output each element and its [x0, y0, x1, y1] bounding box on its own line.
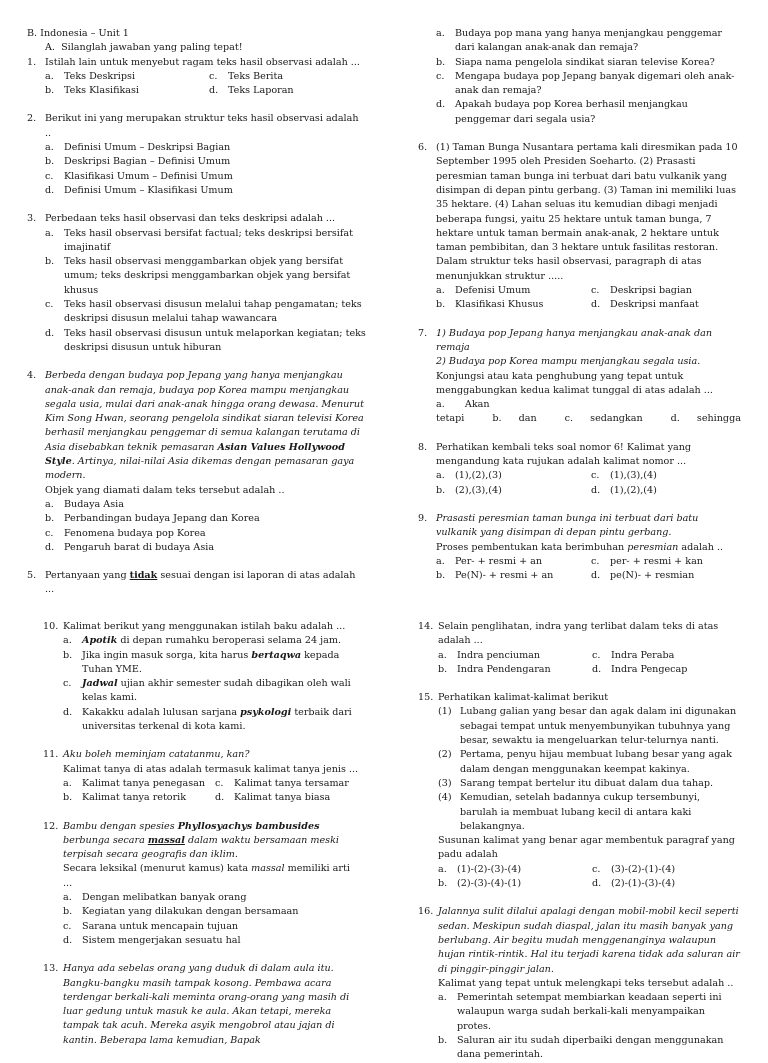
option[interactable]: d. Deskripsi manfaat: [591, 299, 699, 311]
options: [438, 863, 740, 892]
option[interactable]: c. Deskripsi bagian: [591, 285, 692, 297]
question-8: 8. Perhatikan kembali teks soal nomor 6! Kalimat yang mengandung kata rujukan adalah kalimat nomor ... a. (1),(2),(3) c. (1),(3),(4) b. (2),(3),(4) d. (1),(2),(4): [418, 441, 740, 498]
option[interactable]: b. Pe(N)- + resmi + an: [436, 570, 554, 582]
option[interactable]: c. Mengapa budaya pop Jepang banyak digemari oleh anak-anak dan remaja?: [436, 70, 735, 97]
question-6: 6. (1) Taman Bunga Nusantara pertama kali diresmikan pada 10 September 1995 oleh Presiden Soeharto. (2) Prasasti peresmian taman bunga ini terbuat dari batu vulkanik yang disimpan di depan pintu gerbang. (3) Taman ini memiliki luas 35 hektare. (4) Lahan seluas itu kemudian dibagi menjadi beberapa fungsi, yaitu 25 hektare untuk taman bunga, 7 hektare untuk taman bermain anak-anak, 2 hektare untuk taman pembibitan, dan 3 hektare untuk fasilitas restoran. Dalam struktur teks hasil observasi, paragraph di atas menunjukkan struktur ..... a. Defenisi Umum c. Deskripsi bagian b. Klasifikasi Khusus d. Deskripsi manfaat: [418, 141, 740, 313]
question-12: 12. Bambu dengan spesies Phyllosyachys bambusides berbunga secara massal dalam waktu bersamaan meski terpisah secara geografis dan iklim. Secara leksikal (menurut kamus) kata massal memiliki arti ... a. Dengan melibatkan banyak orang b. Kegiatan yang dilakukan dengan bersamaan c. Sarana untuk mencapain tujuan d. Sistem mengerjakan sesuatu hal: [43, 820, 361, 949]
option[interactable]: d. (1),(2),(4): [591, 484, 657, 496]
right-top-column: [418, 27, 740, 583]
question-9: 9. Prasasti peresmian taman bunga ini terbuat dari batu vulkanik yang disimpan di depan pintu gerbang. Proses pembentukan kata berimbuhan peresmian adalah .. a. Per- + resmi + an c. per- + resmi + kan b. Pe(N)- + resmi + an d. pe(N)- + resmian: [418, 512, 740, 583]
options: [63, 777, 361, 806]
option[interactable]: a. Akan tetapi: [436, 399, 490, 425]
right-bottom-column: [418, 620, 740, 1063]
option[interactable]: b. Kalimat tanya retorik: [63, 792, 187, 804]
option[interactable]: c. Indra Peraba: [592, 649, 675, 661]
option[interactable]: c. (3)-(2)-(1)-(4): [592, 863, 676, 875]
question-5-options: [418, 27, 740, 127]
option[interactable]: c. Fenomena budaya pop Korea: [45, 527, 206, 539]
question-1: 1. Istilah lain untuk menyebut ragam teks hasil observasi adalah ... a. Teks Deskripsi c. Teks Berita b. Teks Klasifikasi d. Teks Laporan: [27, 56, 367, 99]
option[interactable]: c. Kalimat tanya tersamar: [215, 777, 349, 789]
option[interactable]: c. sedangkan: [564, 413, 643, 425]
option[interactable]: c. Teks Berita: [209, 70, 284, 82]
question-13: 13. Hanya ada sebelas orang yang duduk di dalam aula itu. Bangku-bangku masih tampak kosong. Pembawa acara terdengar berkali-kali meminta orang-orang yang masih di luar gedung untuk masuk ke aula. Akan tetapi, mereka tampak tak acuh. Mereka asyik mengobrol atau jajan di kantin. Beberapa lama kemudian, Bapak: [43, 963, 350, 1046]
options: [438, 649, 740, 678]
question-5: 5. Pertanyaan yang tidak sesuai dengan isi laporan di atas adalah ...: [27, 570, 356, 596]
option[interactable]: d. Sistem mengerjakan sesuatu hal: [63, 934, 241, 946]
option[interactable]: a. Indra penciuman: [438, 649, 541, 661]
option[interactable]: d. Apakah budaya pop Korea berhasil menjangkau penggemar dari segala usia?: [436, 99, 688, 125]
question-16: 16. Jalannya sulit dilalui apalagi dengan mobil-mobil kecil seperti sedan. Meskipun sudah diaspal, jalan itu masih banyak yang berlubang. Air begitu mudah menggenanginya walaupun hujan rintik-rintik. Hal itu terjadi karena tidak ada saluran air di pinggir-pinggir jalan. Kalimat yang tepat untuk melengkapi teks tersebut adalah .. a. Pemerintah setempat membiarkan keadaan seperti ini walaupun warga sudah berkali-kali menyampaikan protes. b. Saluran air itu sudah diperbaiki dengan menggunakan dana pemerintah.: [418, 905, 740, 1062]
option[interactable]: a. Per- + resmi + an: [436, 555, 543, 567]
question-10: 10. Kalimat berikut yang menggunakan istilah baku adalah ... a. Apotik di depan rumahku beroperasi selama 24 jam. b. Jika ingin masuk sorga, kita harus bertaqwa kepada Tuhan YME. c. Jadwal ujian akhir semester sudah dibagikan oleh wali kelas kami. d. Kakakku adalah lulusan sarjana psykologi terbaik dari universitas terkenal di kota kami.: [43, 620, 361, 734]
option[interactable]: c. Jadwal ujian akhir semester sudah dibagikan oleh wali kelas kami.: [63, 678, 351, 704]
options: [436, 555, 740, 584]
option[interactable]: a. Teks hasil observasi bersifat factual; teks deskripsi bersifat imajinatif: [45, 227, 353, 253]
option[interactable]: a. Budaya pop mana yang hanya menjangkau penggemar dari kalangan anak-anak dan remaja?: [436, 28, 723, 54]
option[interactable]: a. Definisi Umum – Deskripsi Bagian: [45, 142, 231, 154]
option[interactable]: a. (1),(2),(3): [436, 470, 502, 482]
option[interactable]: a. Teks Deskripsi: [45, 70, 136, 82]
options: [436, 284, 740, 313]
instruction: A. Silanglah jawaban yang paling tepat!: [45, 42, 243, 54]
left-bottom-column: [43, 620, 361, 1048]
list-item: (4) Kemudian, setelah badannya cukup tersembunyi, barulah ia membuat lubang kecil di antara kaki belakangnya.: [438, 792, 701, 832]
option[interactable]: d. Kalimat tanya biasa: [215, 792, 331, 804]
option[interactable]: d. Definisi Umum – Klasifikasi Umum: [45, 184, 233, 196]
question-7: 7. 1) Budaya pop Jepang hanya menjangkau anak-anak dan remaja 2) Budaya pop Korea mampu menjangkau segala usia. Konjungsi atau kata penghubung yang tepat untuk menggabungkan kedua kalimat tunggal di atas adalah ... a. Akan tetapi b. dan c. sedangkan d. sehingga: [418, 327, 740, 427]
option[interactable]: c. per- + resmi + kan: [591, 555, 703, 567]
option[interactable]: d. Teks Laporan: [209, 85, 294, 97]
option[interactable]: a. Budaya Asia: [45, 498, 124, 510]
option[interactable]: b. Deskripsi Bagian – Definisi Umum: [45, 156, 231, 168]
option[interactable]: a. (1)-(2)-(3)-(4): [438, 863, 522, 875]
question-14: 14. Selain penglihatan, indra yang terlibat dalam teks di atas adalah ... a. Indra penciuman c. Indra Peraba b. Indra Pendengaran d. Indra Pengecap: [418, 620, 740, 677]
question-11: 11. Aku boleh meminjam catatanmu, kan? Kalimat tanya di atas adalah termasuk kalimat tanya jenis ... a. Kalimat tanya penegasan c. Kalimat tanya tersamar b. Kalimat tanya retorik d. Kalimat tanya biasa: [43, 748, 361, 805]
option[interactable]: b. Indra Pendengaran: [438, 663, 551, 675]
option[interactable]: d. Pengaruh barat di budaya Asia: [45, 541, 215, 553]
option[interactable]: a. Defenisi Umum: [436, 285, 531, 297]
option[interactable]: b. (2)-(3)-(4)-(1): [438, 878, 522, 890]
option[interactable]: b. (2),(3),(4): [436, 484, 502, 496]
option[interactable]: d. (2)-(1)-(3)-(4): [592, 878, 676, 890]
option[interactable]: c. (1),(3),(4): [591, 470, 657, 482]
option[interactable]: d. pe(N)- + resmian: [591, 570, 695, 582]
list-item: (2) Pertama, penyu hijau membuat lubang besar yang agak dalam dengan menggunakan keempat kakinya.: [438, 749, 732, 775]
list-item: (1) Lubang galian yang besar dan agak dalam ini digunakan sebagai tempat untuk menyembunyikan tubuhnya yang besar, sewaktu ia mengeluarkan telur-telurnya nanti.: [438, 706, 737, 747]
option[interactable]: b. Teks hasil observasi menggambarkan objek yang bersifat umum; teks deskripsi menggambarkan objek yang bersifat khusus: [45, 256, 351, 296]
options: [436, 398, 740, 427]
option[interactable]: c. Klasifikasi Umum – Definisi Umum: [45, 170, 233, 182]
option[interactable]: a. Apotik di depan rumahku beroperasi selama 24 jam.: [63, 635, 342, 647]
option[interactable]: a. Kalimat tanya penegasan: [63, 777, 206, 789]
options: [45, 70, 367, 99]
page-title: B. Indonesia – Unit 1: [27, 28, 129, 39]
option[interactable]: b. dan: [492, 413, 537, 425]
question-2: 2. Berikut ini yang merupakan struktur teks hasil observasi adalah .. a. Definisi Umum – Deskripsi Bagian b. Deskripsi Bagian – Definisi Umum c. Klasifikasi Umum – Definisi Umum d. Definisi Umum – Klasifikasi Umum: [27, 112, 367, 198]
option[interactable]: c. Sarana untuk mencapain tujuan: [63, 920, 239, 932]
left-top-column: [27, 27, 367, 598]
option[interactable]: d. Teks hasil observasi disusun untuk melaporkan kegiatan; teks deskripsi disusun untuk hiburan: [45, 327, 366, 353]
question-3: 3. Perbedaan teks hasil observasi dan teks deskripsi adalah ... a. Teks hasil observasi bersifat factual; teks deskripsi bersifat imajinatif b. Teks hasil observasi menggambarkan objek yang bersifat umum; teks deskripsi menggambarkan objek yang bersifat khusus c. Teks hasil observasi disusun melalui tahap pengamatan; teks deskripsi disusun melalui tahap wawancara d. Teks hasil observasi disusun untuk melaporkan kegiatan; teks deskripsi disusun untuk hiburan: [27, 212, 367, 355]
options: [436, 469, 740, 498]
option[interactable]: b. Saluran air itu sudah diperbaiki dengan menggunakan dana pemerintah.: [438, 1035, 724, 1061]
question-15: 15. Perhatikan kalimat-kalimat berikut (1) Lubang galian yang besar dan agak dalam ini digunakan sebagai tempat untuk menyembunyikan tubuhnya yang besar, sewaktu ia mengeluarkan telur-telurnya nanti. (2) Pertama, penyu hijau membuat lubang besar yang agak dalam dengan menggunakan keempat kakinya. (3) Sarang tempat bertelur itu dibuat dalam dua tahap. (4) Kemudian, setelah badannya cukup tersembunyi, barulah ia membuat lubang kecil di antara kaki belakangnya. Susunan kalimat yang benar agar membentuk paragraf yang padu adalah a. (1)-(2)-(3)-(4) c. (3)-(2)-(1)-(4) b. (2)-(3)-(4)-(1) d. (2)-(1)-(3)-(4): [418, 691, 740, 891]
option[interactable]: c. Teks hasil observasi disusun melalui tahap pengamatan; teks deskripsi disusun melalui tahap wawancara: [45, 299, 362, 325]
option[interactable]: d. sehingga: [670, 413, 741, 425]
option[interactable]: b. Perbandingan budaya Jepang dan Korea: [45, 513, 260, 525]
question-4: 4. Berbeda dengan budaya pop Jepang yang hanya menjangkau anak-anak dan remaja, budaya pop Korea mampu menjangkau segala usia, mulai dari anak-anak hingga orang dewasa. Menurut Kim Song Hwan, seorang pengelola sindikat siaran televisi Korea berhasil menjangkau penggemar di semua kalangan terutama di Asia disebabkan teknik pemasaran Asian Values Hollywood Style. Artinya, nilai-nilai Asia dikemas dengan pemasaran gaya modern. Objek yang diamati dalam teks tersebut adalah .. a. Budaya Asia b. Perbandingan budaya Jepang dan Korea c. Fenomena budaya pop Korea d. Pengaruh barat di budaya Asia: [27, 369, 367, 555]
list-item: (3) Sarang tempat bertelur itu dibuat dalam dua tahap.: [438, 777, 714, 789]
option[interactable]: b. Teks Klasifikasi: [45, 85, 139, 97]
passage: Berbeda dengan budaya pop Jepang yang hanya menjangkau anak-anak dan remaja, budaya pop Korea mampu menjangkau segala usia, mulai dari anak-anak hingga orang dewasa. Menurut Kim Song Hwan, seorang pengelola sindikat siaran televisi Korea berhasil menjangkau penggemar di semua kalangan terutama di Asia disebabkan teknik pemasaran Asian Values Hollywood Style. Artinya, nilai-nilai Asia dikemas dengan pemasaran gaya modern.: [45, 370, 364, 482]
option[interactable]: d. Indra Pengecap: [592, 663, 688, 675]
option[interactable]: b. Klasifikasi Khusus: [436, 299, 544, 311]
option[interactable]: b. Siapa nama pengelola sindikat siaran televise Korea?: [436, 56, 715, 68]
option[interactable]: d. Kakakku adalah lulusan sarjana psykologi terbaik dari universitas terkenal di kota kami.: [63, 706, 352, 733]
option[interactable]: b. Jika ingin masuk sorga, kita harus bertaqwa kepada Tuhan YME.: [63, 649, 340, 675]
option[interactable]: b. Kegiatan yang dilakukan dengan bersamaan: [63, 906, 299, 918]
option[interactable]: a. Dengan melibatkan banyak orang: [63, 892, 247, 904]
option[interactable]: a. Pemerintah setempat membiarkan keadaan seperti ini walaupun warga sudah berkali-kali menyampaikan protes.: [438, 992, 722, 1032]
